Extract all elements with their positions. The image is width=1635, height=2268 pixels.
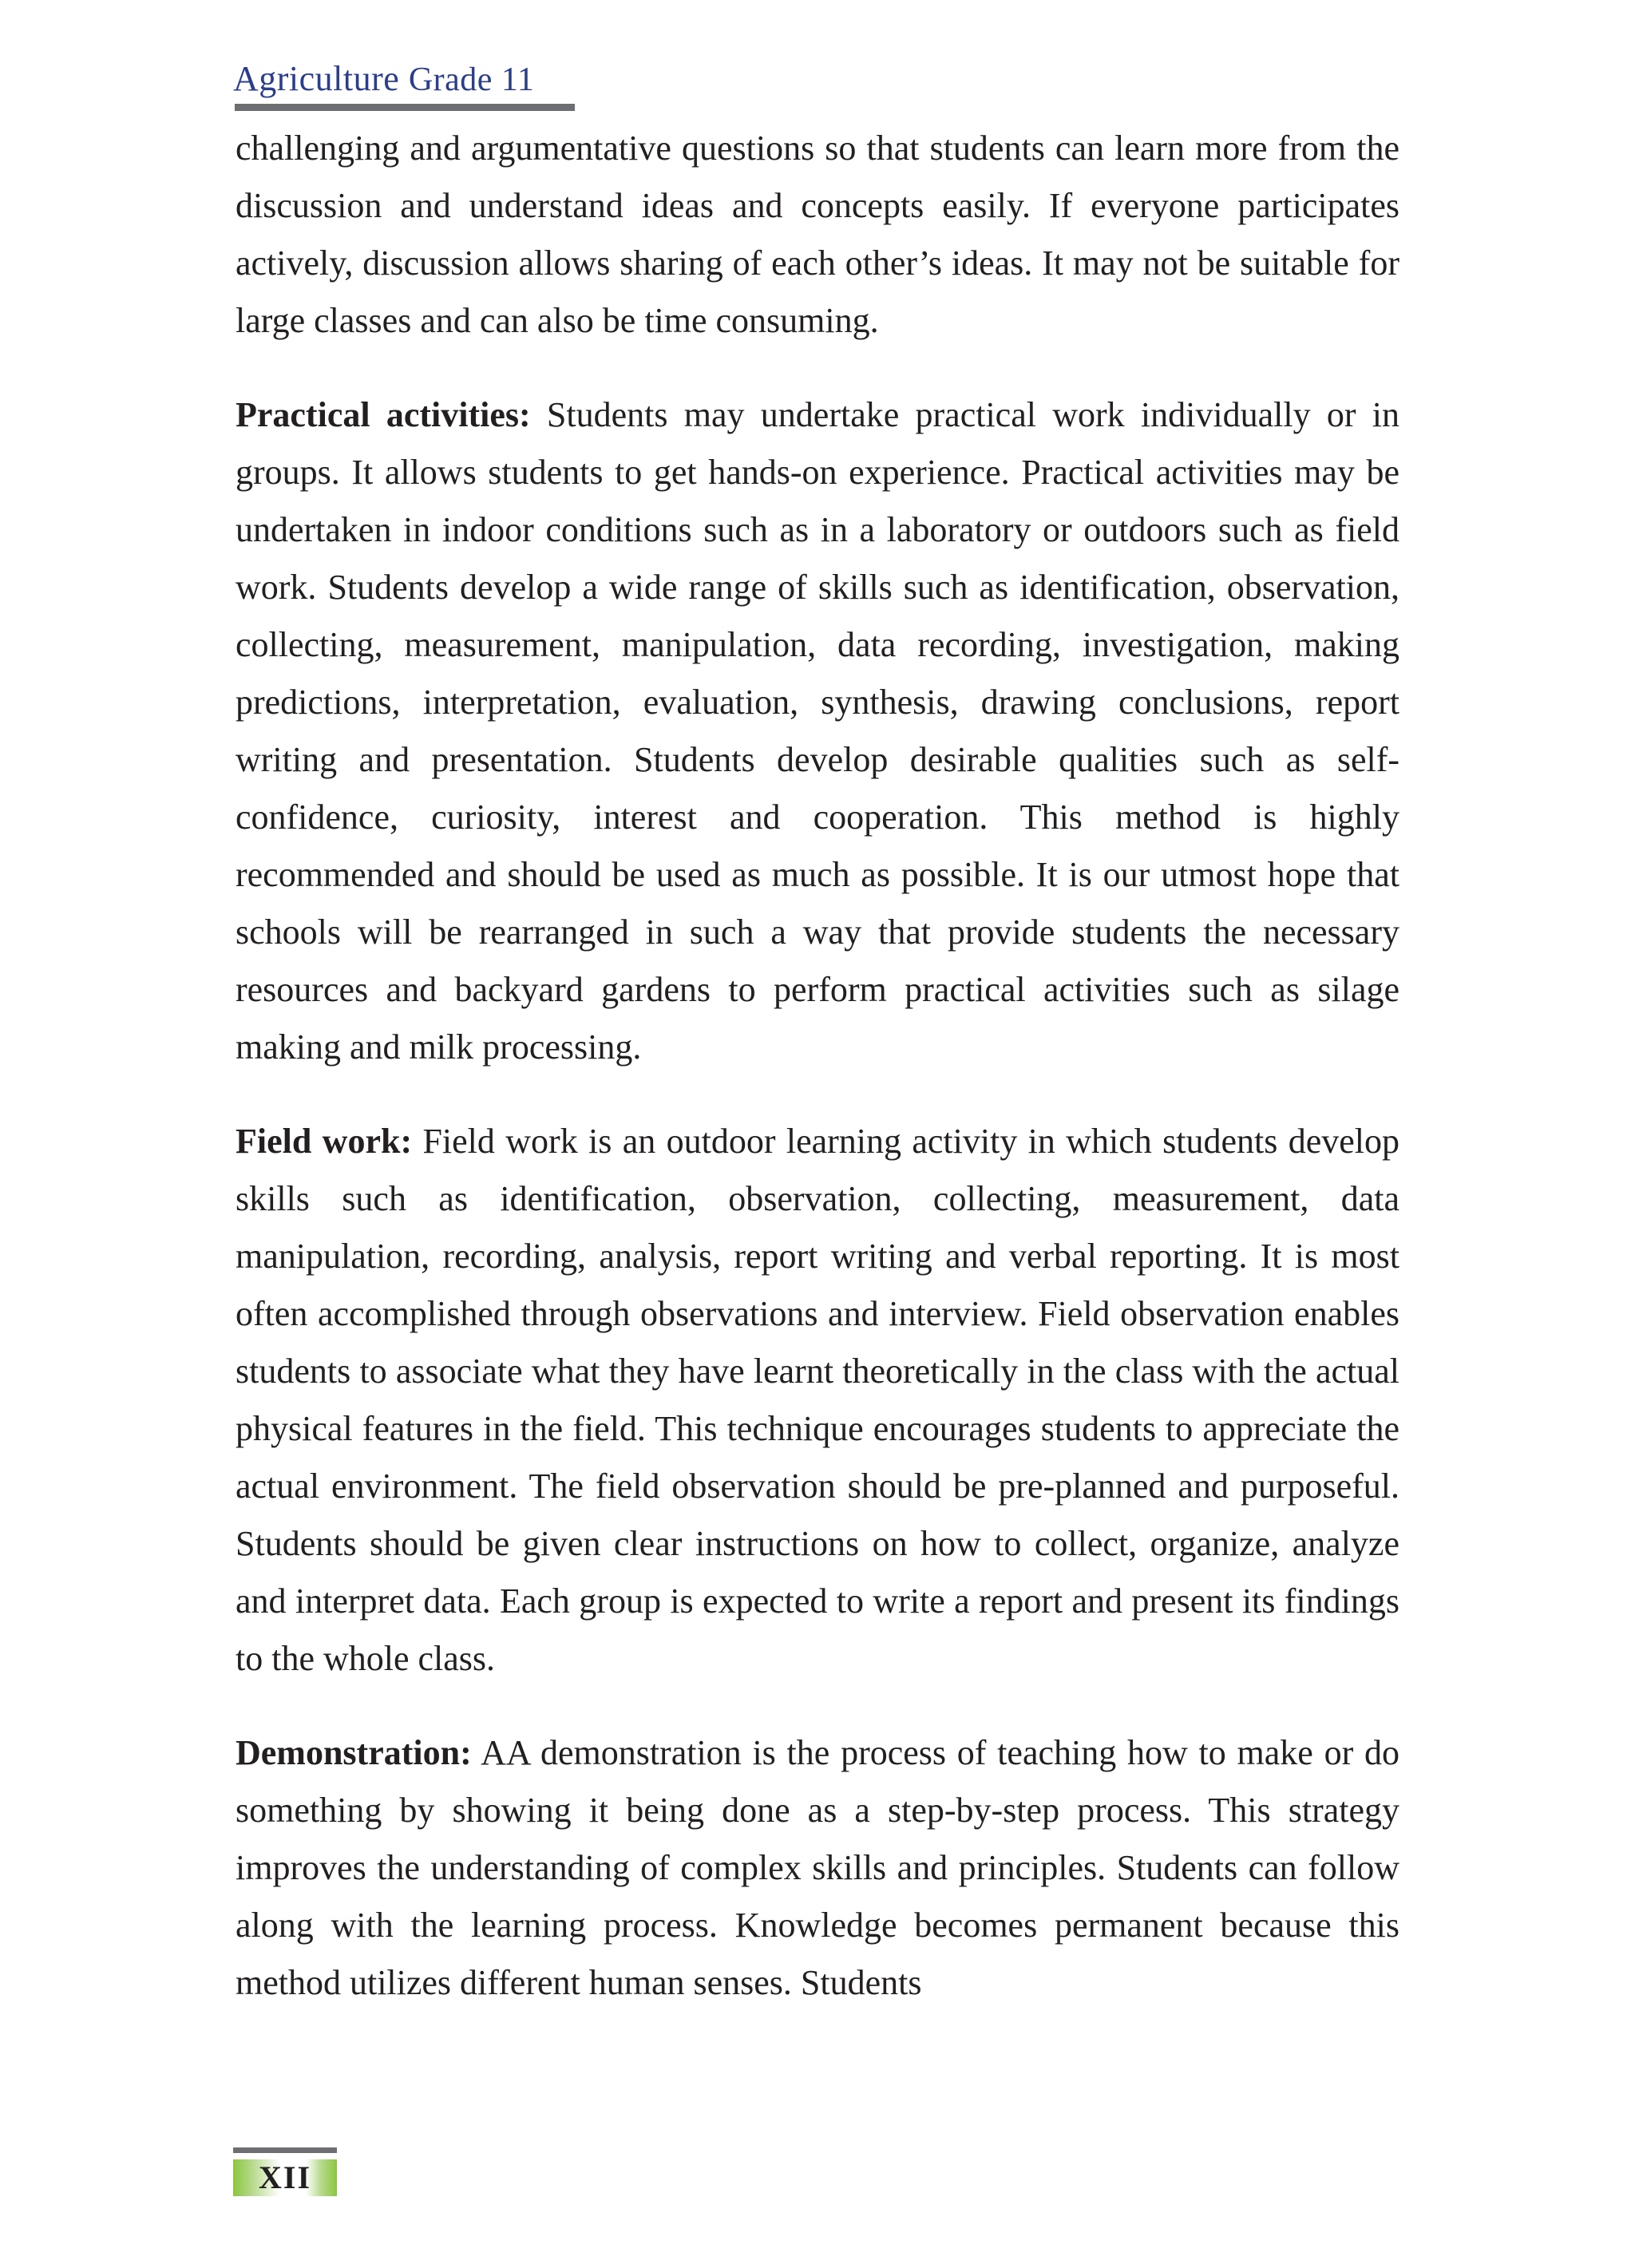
paragraph-discussion (236, 120, 1399, 350)
page-body (236, 120, 1399, 2048)
term-heading: Demonstration: (236, 1733, 472, 1772)
paragraph-text: AA demonstration is the process of teaching how to make or do something by showing it being done as a step-by-step process. This strategy improves the understanding of complex skills and principles. Students can follow along with the learning process. Knowledge becomes permanent because this method utilizes different human senses. Students (236, 1733, 1399, 2002)
paragraph-field-work (236, 1113, 1399, 1688)
running-head-title (233, 54, 576, 105)
page-number: XII (258, 2159, 312, 2195)
paragraph-practical-activities (236, 386, 1399, 1076)
running-head (233, 54, 576, 105)
running-head-grade: Grade 11 (408, 61, 535, 98)
paragraph-text: Students may undertake practical work individually or in groups. It allows students to get hands-on experience. Practical activities may be undertaken in indoor conditions such as in a laboratory or outdoors such as field work. Students develop a wide range of skills such as identification, observation, collecting, measurement, manipulation, data recording, investigation, making predictions, interpretation, evaluation, synthesis, drawing conclusions, report writing and presentation. Students develop desirable qualities such as self-confidence, curiosity, interest and cooperation. This method is highly recommended and should be used as much as possible. It is our utmost hope that schools will be rearranged in such a way that provide students the necessary resources and backyard gardens to perform practical activities such as silage making and milk processing. (236, 395, 1399, 1067)
paragraph-text: challenging and argumentative questions so that students can learn more from the discussion and understand ideas and concepts easily. If everyone participates actively, discussion allows sharing of each other’s ideas. It may not be suitable for large classes and can also be time consuming. (236, 129, 1399, 340)
paragraph-demonstration (236, 1724, 1399, 2012)
paragraph-text: Field work is an outdoor learning activity in which students develop skills such as identification, observation, collecting, measurement, data manipulation, recording, analysis, report writing and verbal reporting. It is most often accomplished through observations and interview. Field observation enables students to associate what they have learnt theoretically in the class with the actual physical features in the field. This technique encourages students to appreciate the actual environment. The field observation should be pre-planned and purposeful. Students should be given clear instructions on how to collect, organize, analyze and interpret data. Each group is expected to write a report and present its findings to the whole class. (236, 1122, 1399, 1678)
running-head-subject: Agriculture (233, 59, 400, 98)
page-number-badge (233, 2159, 337, 2196)
running-head-rule (235, 104, 575, 111)
page-number-rule (233, 2147, 337, 2153)
term-heading: Field work: (236, 1122, 413, 1161)
page-number-block (233, 2147, 337, 2196)
term-heading: Practical activities: (236, 395, 531, 434)
